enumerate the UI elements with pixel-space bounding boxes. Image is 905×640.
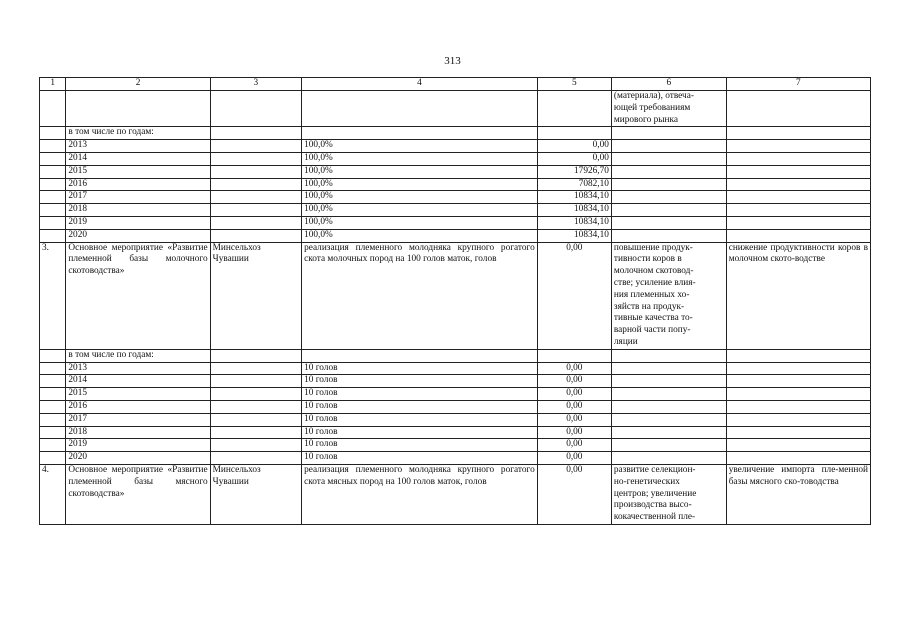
year-row	[40, 165, 871, 178]
year-cell: 2020	[66, 229, 210, 242]
indicator-cell: 10 голов	[302, 413, 538, 426]
year-row	[40, 204, 871, 217]
program-activities-table	[39, 77, 871, 525]
executor-cell: Минсельхоз Чувашии	[210, 464, 301, 524]
indicator-cell: 100,0%	[302, 178, 538, 191]
year-row	[40, 375, 871, 388]
executor-cell: Минсельхоз Чувашии	[210, 242, 301, 349]
indicator-cell: 10 голов	[302, 400, 538, 413]
year-cell: 2019	[66, 216, 210, 229]
year-cell: 2018	[66, 204, 210, 217]
year-cell: 2019	[66, 439, 210, 452]
year-cell: 2016	[66, 178, 210, 191]
year-row	[40, 400, 871, 413]
indicator-cell: 10 голов	[302, 439, 538, 452]
amount-cell: 17926,70	[537, 165, 611, 178]
year-row	[40, 152, 871, 165]
column-number: 5	[537, 78, 611, 91]
indicator-cell: 100,0%	[302, 229, 538, 242]
amount-cell: 0,00	[537, 140, 611, 153]
amount-cell: 7082,10	[537, 178, 611, 191]
risk-cell: снижение продуктивности коров в молочном ското-водстве	[726, 242, 870, 349]
indicator-cell: 10 голов	[302, 362, 538, 375]
column-number: 2	[66, 78, 210, 91]
year-row	[40, 439, 871, 452]
amount-cell: 0,00	[537, 400, 611, 413]
activity-row	[40, 464, 871, 524]
amount-cell: 0,00	[537, 375, 611, 388]
column-number: 3	[210, 78, 301, 91]
column-number: 1	[40, 78, 66, 91]
activity-name: Основное мероприятие «Развитие племенной базы молочного скотоводства»	[66, 242, 210, 349]
amount-cell: 0,00	[537, 464, 611, 524]
amount-cell: 0,00	[537, 413, 611, 426]
indicator-cell: 100,0%	[302, 152, 538, 165]
year-row	[40, 140, 871, 153]
indicator-cell: 10 голов	[302, 375, 538, 388]
amount-cell: 0,00	[537, 426, 611, 439]
expected-result-cell: развитие селекцион- но-генетических центров; увеличение производства высо- кокачественной пле-	[611, 464, 726, 524]
continuation-row	[40, 91, 871, 127]
year-cell: 2015	[66, 388, 210, 401]
year-row	[40, 426, 871, 439]
year-row	[40, 216, 871, 229]
indicator-cell: 100,0%	[302, 165, 538, 178]
activity-name: Основное мероприятие «Развитие племенной базы мясного скотоводства»	[66, 464, 210, 524]
amount-cell: 10834,10	[537, 204, 611, 217]
year-row	[40, 388, 871, 401]
amount-cell: 0,00	[537, 388, 611, 401]
amount-cell: 0,00	[537, 439, 611, 452]
expected-result-cell: повышение продук- тивности коров в молочном скотовод- стве; усиление влия- ния племенных хо- зяйств на продук- тивные качества то- варной части попу- ляции	[611, 242, 726, 349]
indicator-description: реализация племенного молодняка крупного рогатого скота мясных пород на 100 голов маток, голов	[302, 464, 538, 524]
indicator-description: реализация племенного молодняка крупного рогатого скота молочных пород на 100 голов маток, голов	[302, 242, 538, 349]
year-row	[40, 413, 871, 426]
column-number-row	[40, 78, 871, 91]
item-index: 3.	[40, 242, 66, 349]
by-years-label-row	[40, 349, 871, 362]
indicator-cell: 10 голов	[302, 452, 538, 465]
by-years-label: в том числе по годам:	[66, 127, 210, 140]
year-cell: 2013	[66, 362, 210, 375]
year-cell: 2020	[66, 452, 210, 465]
activity-row	[40, 242, 871, 349]
year-row	[40, 362, 871, 375]
year-cell: 2017	[66, 191, 210, 204]
amount-cell: 10834,10	[537, 216, 611, 229]
amount-cell: 0,00	[537, 362, 611, 375]
year-cell: 2015	[66, 165, 210, 178]
year-cell: 2014	[66, 152, 210, 165]
amount-cell: 0,00	[537, 242, 611, 349]
year-cell: 2017	[66, 413, 210, 426]
amount-cell: 10834,10	[537, 229, 611, 242]
year-row	[40, 178, 871, 191]
expected-result-cell: (материала), отвеча- ющей требованиям мирового рынка	[611, 91, 726, 127]
year-row	[40, 191, 871, 204]
risk-cell: увеличение импорта пле-менной базы мясного ско-товодства	[726, 464, 870, 524]
year-row	[40, 229, 871, 242]
column-number: 7	[726, 78, 870, 91]
amount-cell: 0,00	[537, 452, 611, 465]
year-cell: 2013	[66, 140, 210, 153]
by-years-label: в том числе по годам:	[66, 349, 210, 362]
page-number: 313	[444, 55, 461, 67]
indicator-cell: 10 голов	[302, 426, 538, 439]
indicator-cell: 100,0%	[302, 191, 538, 204]
year-row	[40, 452, 871, 465]
item-index: 4.	[40, 464, 66, 524]
indicator-cell: 100,0%	[302, 216, 538, 229]
column-number: 4	[302, 78, 538, 91]
amount-cell: 10834,10	[537, 191, 611, 204]
year-cell: 2014	[66, 375, 210, 388]
indicator-cell: 100,0%	[302, 140, 538, 153]
amount-cell: 0,00	[537, 152, 611, 165]
column-number: 6	[611, 78, 726, 91]
indicator-cell: 10 голов	[302, 388, 538, 401]
year-cell: 2018	[66, 426, 210, 439]
by-years-label-row	[40, 127, 871, 140]
indicator-cell: 100,0%	[302, 204, 538, 217]
year-cell: 2016	[66, 400, 210, 413]
